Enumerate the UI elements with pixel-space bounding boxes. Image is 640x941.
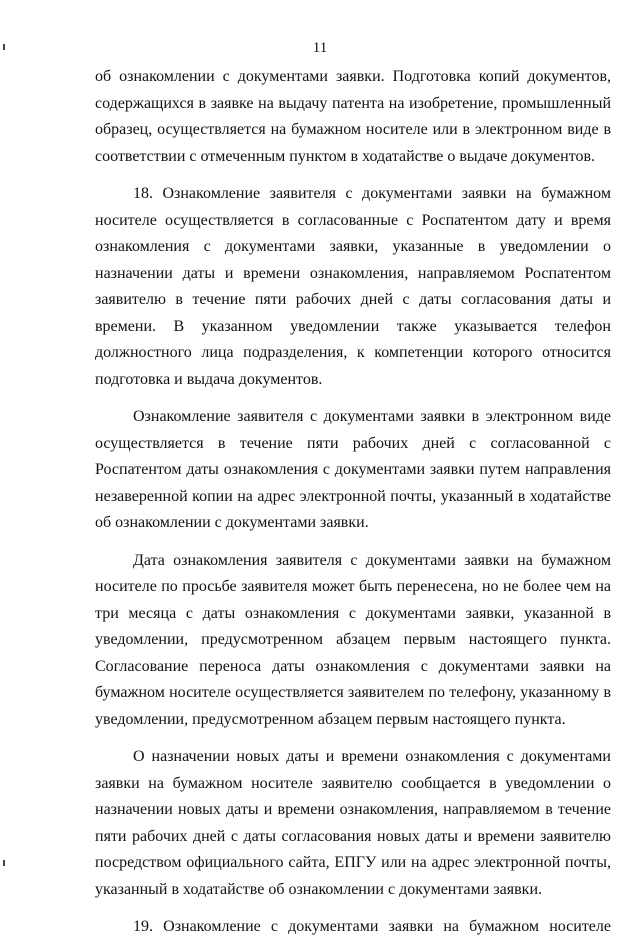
page-number: 11	[312, 40, 328, 56]
paragraph-item-18: 18. Ознакомление заявителя с документами заявки на бумажном носителе осуществляется в согласованные с Роспатентом дату и время ознакомления с документами заявки, указанные в уведомлении о назначении даты и времени ознакомления, направляемом Роспатентом заявителю в течение пяти рабочих дней с даты согласования даты и времени. В указанном уведомлении также указывается телефон должностного лица подразделения, к компетенции которого относится подготовка и выдача документов.	[95, 185, 611, 388]
paragraph-new-date-notice: О назначении новых даты и времени ознакомления с документами заявки на бумажном носителе заявителю сообщается в уведомлении о назначении новых даты и времени ознакомления, направляемом в течение пяти рабочих дней с даты согласования новых даты и времени заявителю посредством официального сайта, ЕПГУ или на адрес электронной почты, указанный в ходатайстве об ознакомлении с документами заявки.	[95, 748, 611, 898]
scan-edge-mark	[3, 860, 5, 866]
paragraph-item-19: 19. Ознакомление с документами заявки на бумажном носителе	[133, 918, 611, 935]
paragraph-continuation: об ознакомлении с документами заявки. Подготовка копий документов, содержащихся в заявке на выдачу патента на изобретение, промышленный образец, осуществляется на бумажном носителе или в электронном виде в соответствии с отмеченным пунктом в ходатайстве о выдаче документов.	[95, 68, 611, 165]
document-body	[95, 64, 611, 941]
paragraph-date-postponement: Дата ознакомления заявителя с документами заявки на бумажном носителе по просьбе заявителя может быть перенесена, но не более чем на три месяца с даты ознакомления с документами заявки, указанной в уведомлении, предусмотренном абзацем первым настоящего пункта. Согласование переноса даты ознакомления с документами заявки на бумажном носителе осуществляется заявителем по телефону, указанному в уведомлении, предусмотренном абзацем первым настоящего пункта.	[95, 551, 611, 728]
paragraph-electronic-review: Ознакомление заявителя с документами заявки в электронном виде осуществляется в течение пяти рабочих дней с согласованной с Роспатентом даты ознакомления с документами заявки путем направления незаверенной копии на адрес электронной почты, указанный в ходатайстве об ознакомлении с документами заявки.	[95, 408, 611, 531]
